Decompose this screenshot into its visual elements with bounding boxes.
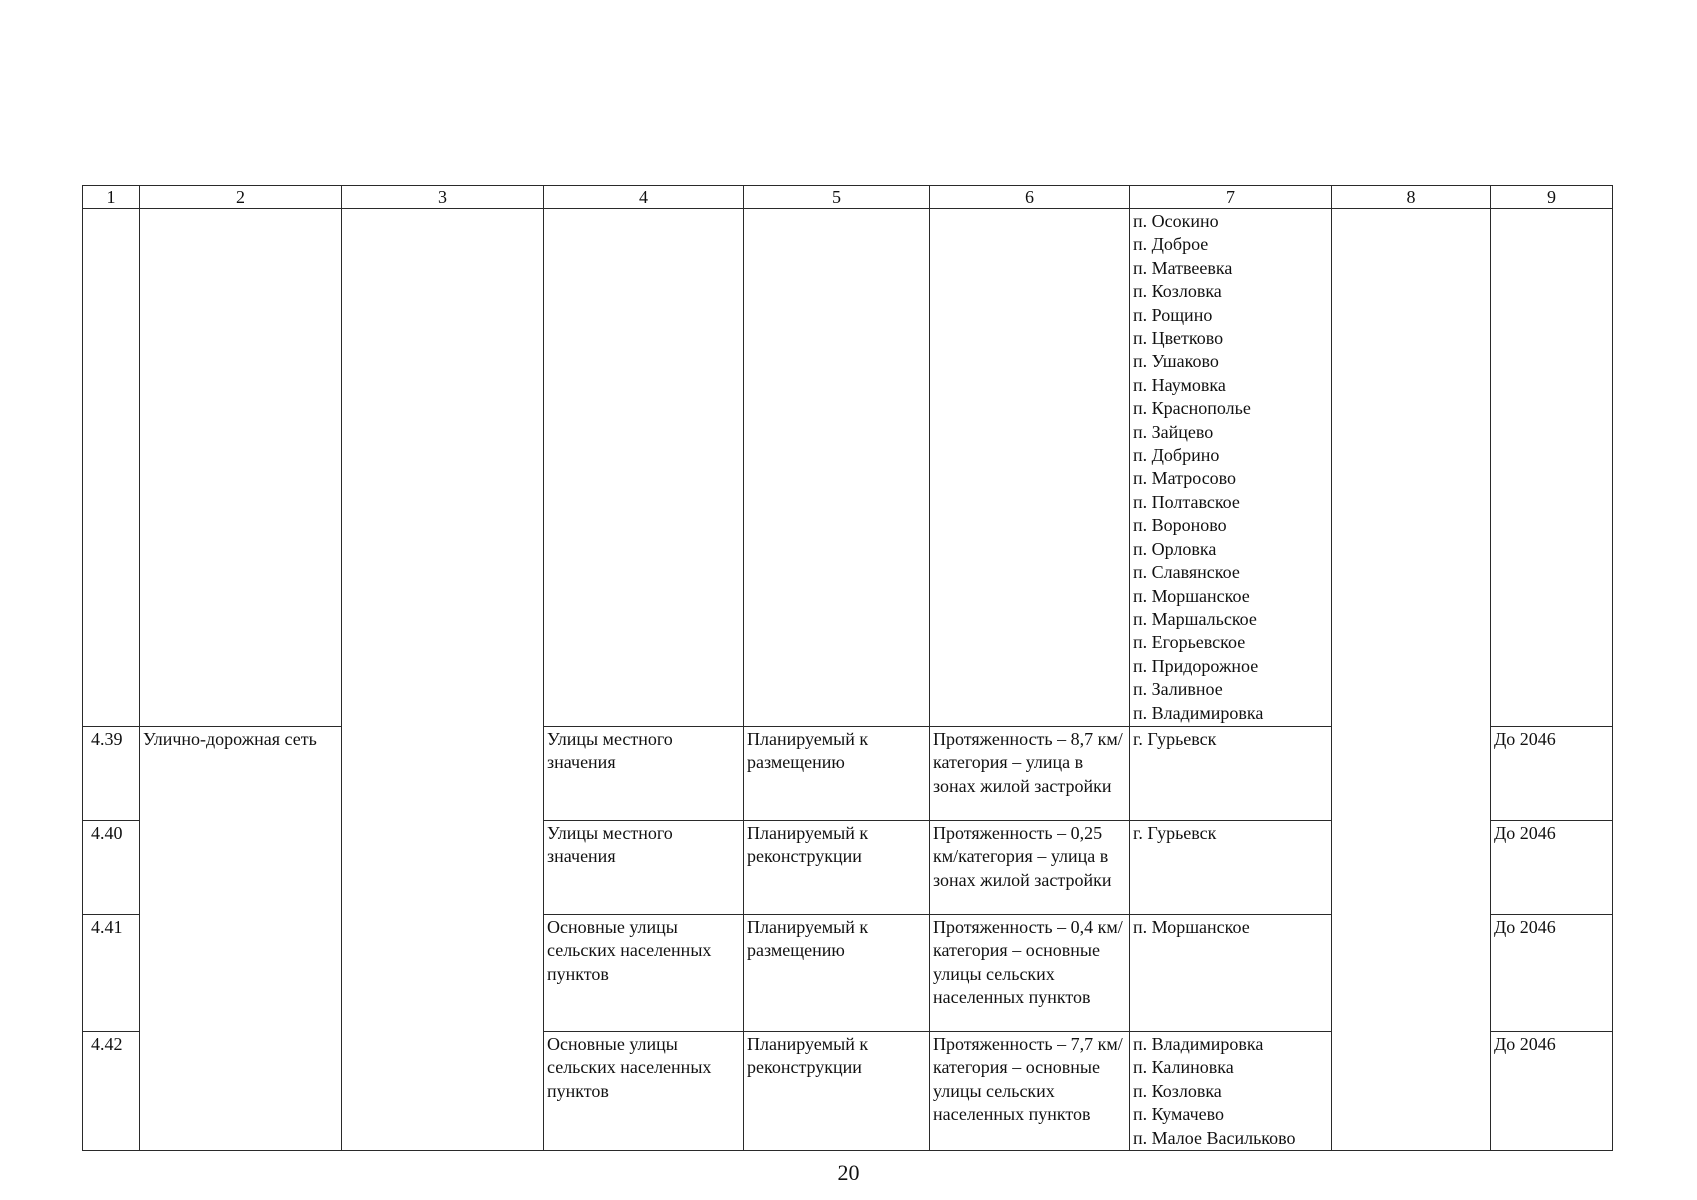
- row-number: 4.39: [83, 727, 140, 821]
- location-item: г. Гурьевск: [1133, 823, 1217, 843]
- settlement-item: п. Орловка: [1133, 538, 1217, 559]
- object-location: [1130, 727, 1332, 821]
- implementation-term: До 2046: [1491, 727, 1613, 821]
- column-number-row: [83, 186, 1613, 209]
- object-characteristics: Протяженность – 8,7 км/категория – улица в зонах жилой застройки: [930, 727, 1130, 821]
- settlement-item: п. Осокино: [1133, 211, 1219, 231]
- objects-table: [82, 185, 1613, 1151]
- location-item: п. Козловка: [1133, 1080, 1222, 1101]
- object-location: [1130, 821, 1332, 915]
- settlement-item: п. Маршальское: [1133, 608, 1257, 629]
- column-number: 6: [930, 186, 1130, 209]
- settlement-item: п. Наумовка: [1133, 374, 1226, 395]
- column-number: 2: [140, 186, 342, 209]
- column-number: 4: [544, 186, 744, 209]
- implementation-term: До 2046: [1491, 821, 1613, 915]
- settlement-item: п. Славянское: [1133, 562, 1240, 583]
- location-item: п. Кумачево: [1133, 1104, 1225, 1125]
- column-number: 5: [744, 186, 930, 209]
- column-number: 7: [1130, 186, 1332, 209]
- settlement-item: п. Матросово: [1133, 468, 1237, 489]
- settlement-item: п. Добрино: [1133, 445, 1220, 466]
- object-type: Улицы местного значения: [544, 727, 744, 821]
- object-characteristics: Протяженность – 7,7 км/категория – основные улицы сельских населенных пунктов: [930, 1032, 1130, 1151]
- object-status: Планируемый к реконструкции: [744, 1032, 930, 1151]
- settlement-item: п. Моршанское: [1133, 585, 1250, 606]
- object-characteristics: Протяженность – 0,25 км/категория – улица в зонах жилой застройки: [930, 821, 1130, 915]
- column-number: 3: [342, 186, 544, 209]
- row-number: 4.42: [83, 1032, 140, 1151]
- object-group-name: Улично-дорожная сеть: [140, 727, 342, 1151]
- object-type: Основные улицы сельских населенных пунктов: [544, 915, 744, 1032]
- row-number: 4.41: [83, 915, 140, 1032]
- settlement-item: п. Козловка: [1133, 281, 1222, 302]
- object-status: Планируемый к реконструкции: [744, 821, 930, 915]
- row-number: 4.40: [83, 821, 140, 915]
- object-location: [1130, 1032, 1332, 1151]
- page-number: 20: [837, 1160, 860, 1185]
- continuation-row: [83, 209, 1613, 727]
- settlement-item: п. Краснополье: [1133, 398, 1251, 419]
- column-number: 8: [1332, 186, 1491, 209]
- implementation-term: До 2046: [1491, 915, 1613, 1032]
- object-location: [1130, 915, 1332, 1032]
- settlement-item: п. Придорожное: [1133, 655, 1259, 676]
- settlement-list: [1130, 209, 1332, 727]
- settlement-item: п. Заливное: [1133, 679, 1223, 700]
- settlement-item: п. Зайцево: [1133, 421, 1214, 442]
- location-item: п. Владимировка: [1133, 1034, 1264, 1054]
- location-item: п. Малое Васильково: [1133, 1127, 1296, 1148]
- settlement-item: п. Егорьевское: [1133, 632, 1246, 653]
- settlement-item: п. Доброе: [1133, 234, 1209, 255]
- object-type: Улицы местного значения: [544, 821, 744, 915]
- object-status: Планируемый к размещению: [744, 915, 930, 1032]
- settlement-item: п. Вороново: [1133, 515, 1227, 536]
- settlement-item: п. Цветково: [1133, 328, 1224, 349]
- settlement-item: п. Полтавское: [1133, 491, 1240, 512]
- implementation-term: До 2046: [1491, 1032, 1613, 1151]
- settlement-item: п. Матвеевка: [1133, 257, 1233, 278]
- location-item: п. Моршанское: [1133, 917, 1250, 937]
- object-type: Основные улицы сельских населенных пунктов: [544, 1032, 744, 1151]
- settlement-item: п. Ушаково: [1133, 351, 1219, 372]
- object-status: Планируемый к размещению: [744, 727, 930, 821]
- location-item: г. Гурьевск: [1133, 729, 1217, 749]
- column-number: 9: [1491, 186, 1613, 209]
- object-characteristics: Протяженность – 0,4 км/категория – основные улицы сельских населенных пунктов: [930, 915, 1130, 1032]
- settlement-item: п. Владимировка: [1133, 702, 1264, 723]
- location-item: п. Калиновка: [1133, 1057, 1234, 1078]
- column-number: 1: [83, 186, 140, 209]
- settlement-item: п. Рощино: [1133, 304, 1213, 325]
